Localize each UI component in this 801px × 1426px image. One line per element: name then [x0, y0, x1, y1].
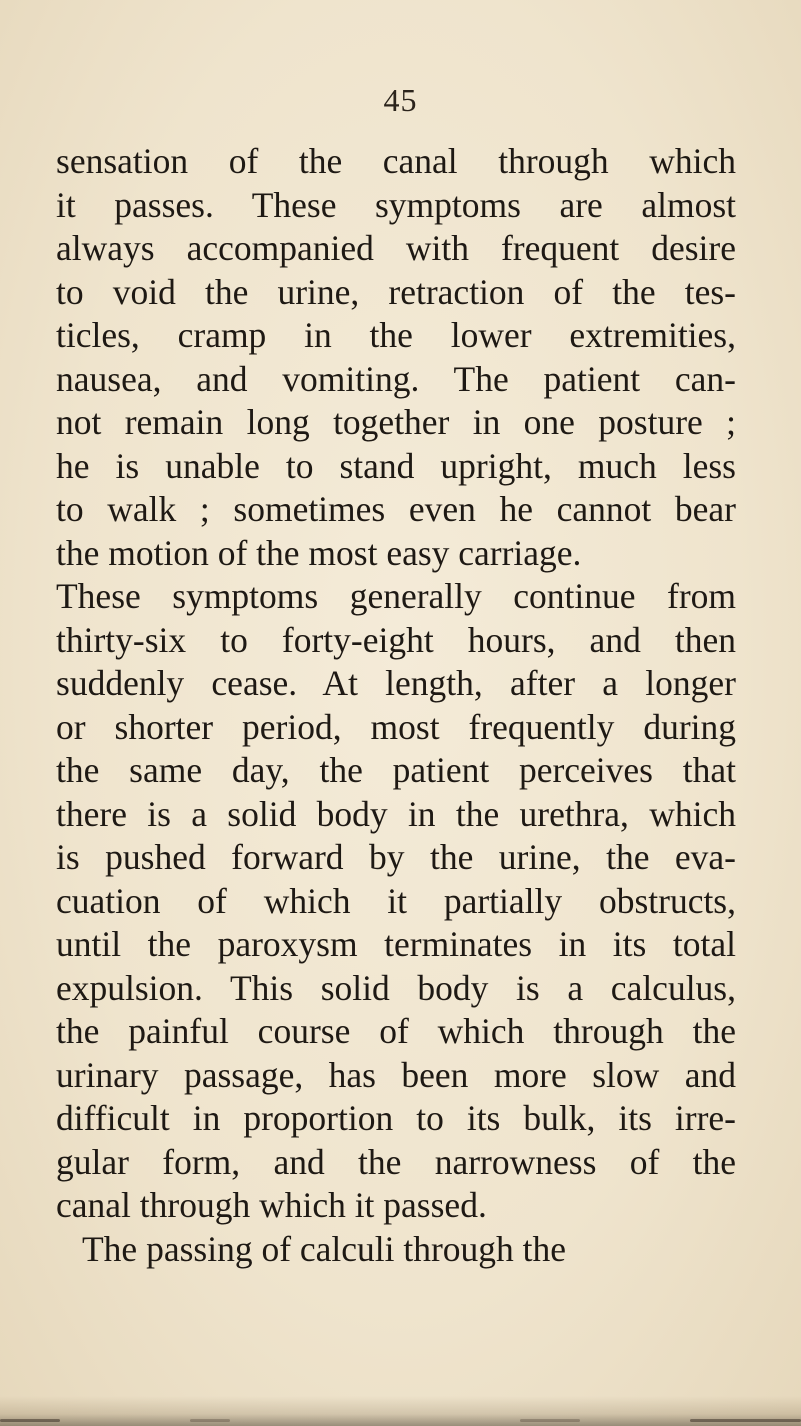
text-line: or shorter period, most frequently during [56, 706, 736, 747]
text-line: ticles, cramp in the lower extremities, [56, 315, 736, 355]
text-line: nausea, and vomiting. The patient can- [56, 358, 736, 399]
text-line: is pushed forward by the urine, the eva- [56, 837, 736, 877]
text-line: expulsion. This solid body is a calculus, [56, 967, 736, 1008]
page-bottom-edge [0, 1396, 801, 1426]
text-line: cuation of which it partially obstructs, [56, 880, 736, 921]
edge-mark [690, 1419, 801, 1422]
text-line: thirty-six to forty-eight hours, and then [56, 619, 736, 660]
text-line: canal through which it passed. [56, 1185, 487, 1225]
text-line: the painful course of which through the [56, 1011, 736, 1051]
text-line: always accompanied with frequent desire [56, 228, 736, 268]
text-line: urinary passage, has been more slow and [56, 1054, 736, 1095]
text-line: he is unable to stand upright, much less [56, 445, 736, 486]
page-number: 45 [383, 82, 418, 118]
text-line: gular form, and the narrowness of the [56, 1141, 736, 1182]
text-line: to walk ; sometimes even he cannot bear [56, 489, 736, 529]
text-line: the motion of the most easy carriage. [56, 532, 582, 573]
edge-mark [190, 1419, 230, 1422]
text-line: the same day, the patient perceives that [56, 750, 736, 790]
text-line: difficult in proportion to its bulk, its irre- [56, 1098, 736, 1138]
edge-mark [520, 1419, 580, 1422]
text-line: it passes. These symptoms are almost [56, 184, 736, 225]
text-line: suddenly cease. At length, after a longer [56, 663, 736, 703]
text-line: to void the urine, retraction of the tes- [56, 271, 736, 312]
text-line: there is a solid body in the urethra, which [56, 793, 736, 834]
edge-mark [0, 1419, 60, 1422]
body-text [56, 140, 736, 1271]
text-line: until the paroxysm terminates in its total [56, 924, 736, 964]
text-line: These symptoms generally continue from [56, 576, 736, 616]
text-line: The passing of calculi through the [82, 1228, 567, 1269]
text-line: not remain long together in one posture ; [56, 402, 736, 442]
text-line: sensation of the canal through which [56, 141, 736, 181]
